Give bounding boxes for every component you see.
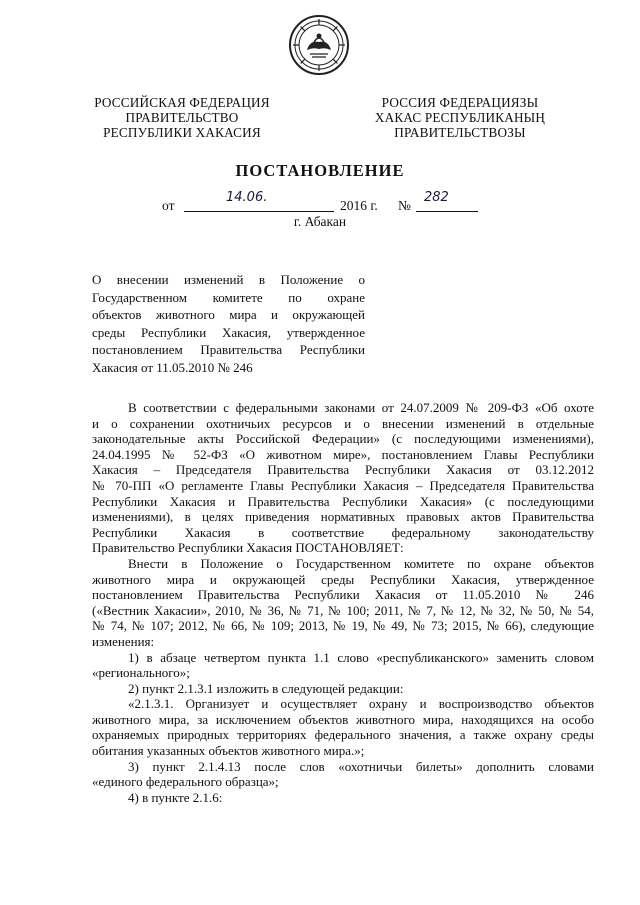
body-line: законодательные акты Российской Федерации» (с последующими изменениями), <box>92 431 594 447</box>
document-body <box>92 400 594 805</box>
city-label: г. Абакан <box>293 214 347 229</box>
document-title: ПОСТАНОВЛЕНИЕ <box>235 161 405 180</box>
header-right-line: ХАКАС РЕСПУБЛИКАНЫҢ <box>374 110 546 125</box>
subject-line: объектов животного мира и окружающей <box>92 307 365 323</box>
number-label: № <box>398 198 411 213</box>
body-line: 3) пункт 2.1.4.13 после слов «охотничьи билеты» дополнить словами <box>128 758 594 774</box>
body-line: Хакасия – Председателя Правительства Республики Хакасия от 03.12.2012 <box>92 462 594 478</box>
subject-line: среды Республики Хакасия, утвержденное <box>92 324 365 340</box>
year-label: 2016 г. <box>340 198 378 213</box>
header-right-khakas <box>360 95 560 140</box>
body-line: изменениями), в целях приведения нормативных правовых актов Правительства <box>92 509 594 525</box>
header-right-line: РОССИЯ ФЕДЕРАЦИЯЗЫ <box>381 95 539 110</box>
body-line: Внести в Положение о Государственном комитете по охране объектов <box>128 555 594 571</box>
body-line: 4) в пункте 2.1.6: <box>128 789 223 805</box>
body-line: 2) пункт 2.1.3.1 изложить в следующей редакции: <box>128 680 404 696</box>
body-line: № 74, № 107; 2012, № 66, № 109; 2013, № 19, № 49, № 73; 2015, № 66), следующие <box>92 618 594 634</box>
body-line: изменения: <box>92 633 155 649</box>
header-left-russian <box>82 95 282 140</box>
body-line: В соответствии с федеральными законами от 24.07.2009 № 209-ФЗ «Об охоте <box>128 400 594 415</box>
subject-line: постановлением Правительства Республики <box>92 342 365 358</box>
handwritten-date: 14.06. <box>226 190 268 205</box>
body-line: № 70-ПП «О регламенте Главы Республики Хакасия – Председателя Правительства <box>92 477 594 493</box>
subject-line: О внесении изменений в Положение о <box>92 272 365 287</box>
document-subject <box>92 271 365 377</box>
body-line: 1) в абзаце четвертом пункта 1.1 слово «республиканского» заменить словом <box>128 649 594 665</box>
body-line: «2.1.3.1. Организует и осуществляет охрану и воспроизводство объектов <box>128 696 594 712</box>
header-left-line: РЕСПУБЛИКИ ХАКАСИЯ <box>103 125 261 140</box>
coat-of-arms-emblem <box>288 14 350 76</box>
date-number-line <box>0 190 640 216</box>
body-line: животного мира и окружающей среды Республики Хакасия, утвержденное <box>92 571 594 587</box>
body-line: обитания указанных объектов животного мира.»; <box>92 743 365 759</box>
subject-line: Государственном комитете по охране <box>92 289 365 305</box>
header-left-line: РОССИЙСКАЯ ФЕДЕРАЦИЯ <box>94 95 270 110</box>
body-line: и о сохранении охотничьих ресурсов и о внесении изменений в отдельные <box>92 415 594 431</box>
body-line: («Вестник Хакасии», 2010, № 36, № 71, № 100; 2011, № 7, № 12, № 32, № 50, № 54, <box>92 602 594 618</box>
body-line: «единого федерального образца»; <box>92 774 279 790</box>
body-line: 24.04.1995 № 52-ФЗ «О животном мире», постановлением Главы Республики <box>92 446 594 462</box>
header-left-line: ПРАВИТЕЛЬСТВО <box>125 110 239 125</box>
body-line: Правительство Республики Хакасия ПОСТАНОВЛЯЕТ: <box>92 540 404 556</box>
body-line: Республики Хакасия и Правительства Республики Хакасия» (с последующими <box>92 493 594 509</box>
date-prefix: от <box>162 198 175 213</box>
body-line: постановлением Правительства Республики Хакасия от 11.05.2010 № 246 <box>92 587 594 603</box>
handwritten-number: 282 <box>424 190 449 205</box>
body-line: Республики Хакасия в соответствие федеральному законодательству <box>92 524 594 540</box>
body-line: животного мира, за исключением объектов животного мира, находящихся на особо <box>92 711 594 727</box>
body-line: «регионального»; <box>92 665 190 681</box>
header-right-line: ПРАВИТЕЛЬСТВОЗЫ <box>394 125 526 140</box>
body-line: охраняемых природных территориях федерального значения, а также охрану среды <box>92 727 594 743</box>
subject-line: Хакасия от 11.05.2010 № 246 <box>92 359 253 375</box>
